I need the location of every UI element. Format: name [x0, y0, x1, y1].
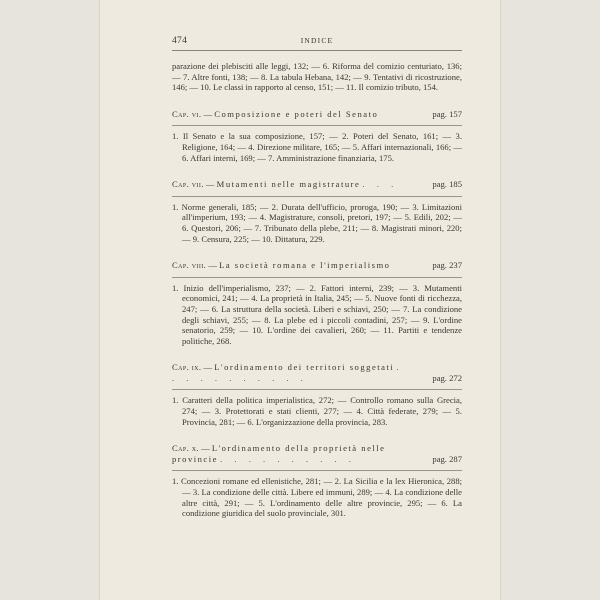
chapter-9 [172, 362, 462, 427]
chapter-rule [172, 389, 462, 390]
chapter-page: pag. 237 [432, 260, 462, 271]
chapter-number: Cap. vi. [172, 108, 202, 119]
chapter-number: Cap. ix. [172, 362, 202, 373]
chapter-contents: 1. Inizio dell'imperialismo, 237; — 2. Fattori interni, 239; — 3. Mutamenti economici, 241; — 4. La proprietà in Italia, 245; — 5. Nuove fonti di ricchezza, 247; — 6. La struttura della società. Liberi e schiavi, 250; — 7. La condizione degli schiavi, 255; — 8. La plebe ed i piccoli contadini, 257; — 9. L'ordine senatorio, 259; — 10. L'ordine dei cavalieri, 260; — 11. Partiti e tendenze politiche, 268. [172, 282, 462, 346]
chapter-page: pag. 185 [432, 179, 462, 190]
chapter-8 [172, 260, 462, 346]
running-title: INDICE [300, 36, 334, 45]
header-rule [172, 50, 462, 51]
chapter-rule [172, 470, 462, 471]
chapter-title: La società romana e l'imperialismo [219, 260, 391, 271]
chapter-rule [172, 196, 462, 197]
chapter-10 [172, 443, 462, 519]
page-number: 474 [172, 36, 188, 46]
chapter-heading: Cap. viii. — La società romana e l'imperialismo pag. 237 [172, 260, 462, 271]
chapter-page: pag. 157 [432, 108, 462, 119]
chapter-heading: Cap. vi. — Composizione e poteri del Senato pag. 157 [172, 108, 462, 119]
chapter-number: Cap. viii. [172, 260, 207, 271]
chapter-title: L'ordinamento dei territori soggetati [214, 362, 395, 373]
chapter-heading: Cap. x. — L'ordinamento della proprietà nelle provincie . . . . . . . . . . pag. 287 [172, 443, 462, 464]
chapter-title: Mutamenti nelle magistrature [216, 179, 361, 190]
chapter-contents: 1. Il Senato e la sua composizione, 157; — 2. Poteri del Senato, 161; — 3. Religione, 164; — 4. Direzione militare, 165; — 5. Affari internazionali, 166; — 6. Affari interni, 169; — 7. Amministrazione finanziaria, 175. [172, 131, 462, 163]
chapter-7 [172, 179, 462, 244]
chapter-contents: 1. Concezioni romane ed ellenistiche, 281; — 2. La Sicilia e la lex Hieronica, 288; — 3. La condizione delle città. Libere ed immuni, 289; — 4. La condizione delle altre città, 291; — 5. L'ordinamento delle altre provincie, 295; — 6. La condizione giuridica del suolo provinciale, 301. [172, 476, 462, 519]
chapter-heading: Cap. ix. — L'ordinamento dei territori soggetati . . . . . . . . . . . pag. 272 [172, 362, 462, 383]
chapter-page: pag. 272 [432, 372, 462, 383]
chapter-rule [172, 277, 462, 278]
chapter-title: Composizione e poteri del Senato [214, 108, 379, 119]
leader-dots: . . . [362, 179, 399, 190]
chapter-number: Cap. x. [172, 443, 199, 454]
chapter-page: pag. 287 [432, 453, 462, 464]
chapter-heading: Cap. vii. — Mutamenti nelle magistrature . . . pag. 185 [172, 179, 462, 190]
chapter-6 [172, 109, 462, 163]
chapter-contents: 1. Norme generali, 185; — 2. Durata dell'ufficio, proroga, 190; — 3. Limitazioni all'imperium, 193; — 4. Magistrature, consoli, pretori, 197; — 5. Edili, 202; — 6. Questori, 206; — 7. Tribunato della plebe, 211; — 8. Magistrati minori, 220; — 9. Censura, 225; — 10. Dittatura, 229. [172, 201, 462, 244]
leader-dots: . . . . . . . . . . . [172, 362, 404, 383]
chapter-title: L'ordinamento della proprietà nelle provincie [172, 443, 386, 464]
chapter-rule [172, 125, 462, 126]
chapter-contents: 1. Caratteri della politica imperialistica, 272; — Controllo romano sulla Grecia, 274; — 3. Protettorati e stati clienti, 277; — 4. Città federate, 279; — 5. Provincia, 281; — 6. L'organizzazione della provincia, 283. [172, 395, 462, 427]
leader-dots: . . . . . . . . . . [220, 453, 356, 464]
page-header [172, 36, 462, 50]
index-content [172, 61, 462, 519]
chapter-number: Cap. vii. [172, 179, 204, 190]
intro-paragraph: parazione dei plebisciti alle leggi, 132; — 6. Riforma del comizio centuriato, 136; — 7. Altre fonti, 138; — 8. La tabula Hebana, 142; — 9. Tentativi di ricostruzione, 146; — 10. Le classi in rapporto al censo, 151; — 11. Il comizio tributo, 154. [172, 61, 462, 93]
